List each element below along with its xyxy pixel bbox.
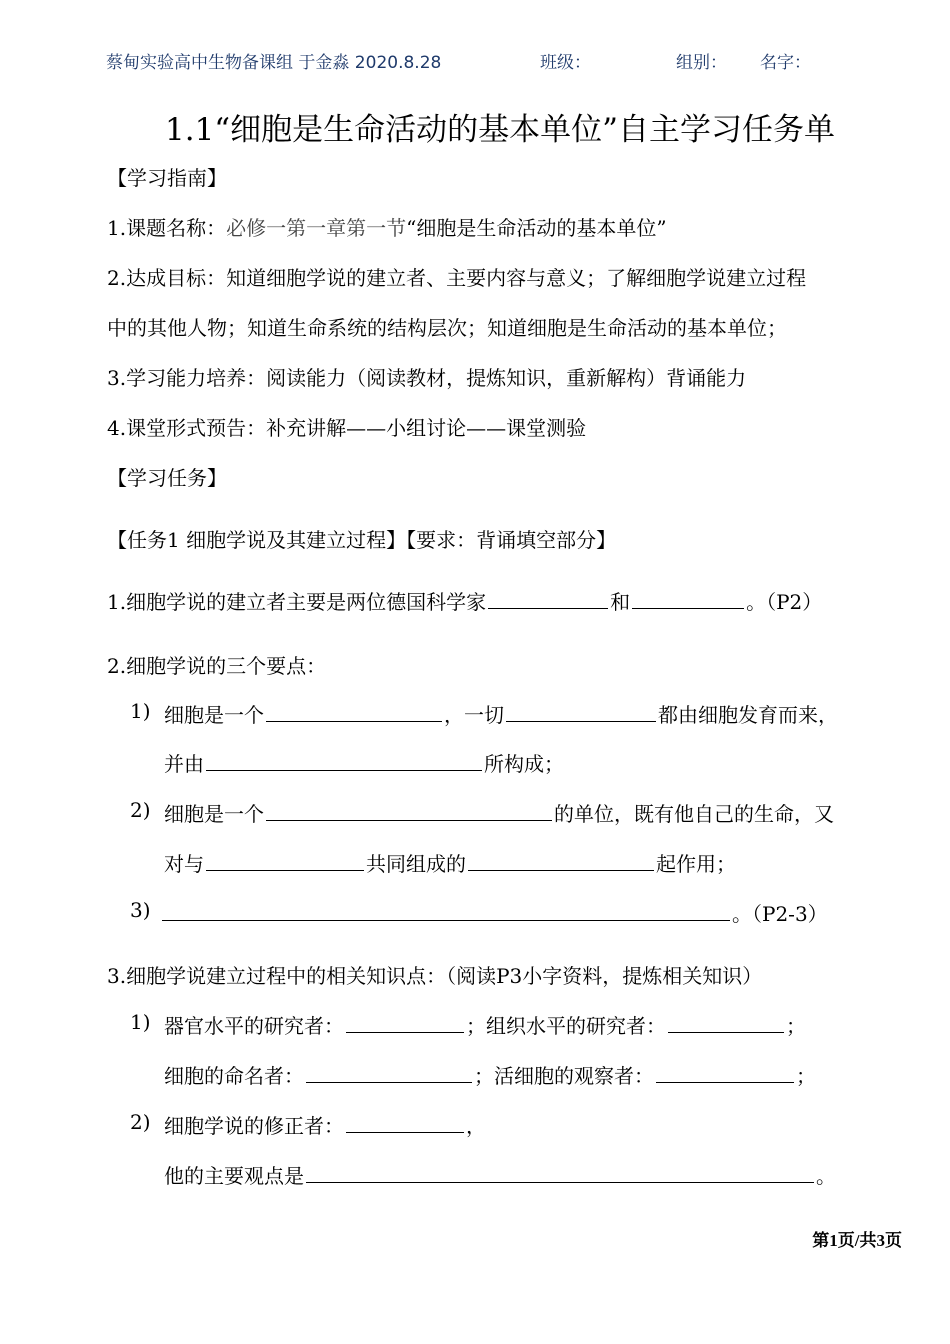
q1-and: 和 (610, 590, 631, 614)
q2-p2-c: 对与 (164, 852, 204, 876)
q3-comma: ， (466, 1114, 486, 1138)
q3-view-label: 他的主要观点是 (164, 1164, 304, 1188)
q2-p3-end: 。（P2-3） (732, 902, 828, 926)
q2-p1-c: 都由细胞发育而来， (658, 703, 838, 727)
q2-p2-blank-2[interactable] (206, 852, 364, 871)
q2-point-2-line-2 (164, 848, 736, 877)
q3-end: 。 (816, 1164, 836, 1188)
q3-tissue-label: ；组织水平的研究者： (466, 1014, 666, 1038)
q2-p2-a: 细胞是一个 (164, 802, 264, 826)
header-name-label: 名字： (760, 53, 811, 73)
header-school: 蔡甸实验高中生物备课组 于金淼 2020.8.28 (106, 53, 442, 73)
guide-item-1 (107, 212, 667, 241)
q2-p1-e: 所构成； (484, 752, 564, 776)
q2-point-2-line-1 (164, 798, 834, 827)
guide-item-2a: 2.达成目标：知道细胞学说的建立者、主要内容与意义；了解细胞学说建立过程 (107, 266, 807, 290)
q3-observer-label: ；活细胞的观察者： (474, 1064, 654, 1088)
q2-p1-a: 细胞是一个 (164, 703, 264, 727)
guide-item-1-quote: “细胞是生命活动的基本单位” (406, 216, 667, 240)
q3-point-1-line-2 (164, 1060, 816, 1089)
q3-tissue-blank[interactable] (668, 1014, 784, 1033)
page-number: 第1页/共3页 (812, 1231, 902, 1250)
q2-point-3-num: 3) (130, 898, 151, 922)
q2-point-1-line-2 (164, 748, 564, 777)
q2-p2-d: 共同组成的 (366, 852, 466, 876)
q3-point-1-num: 1) (130, 1010, 151, 1034)
guide-item-3: 3.学习能力培养：阅读能力（阅读教材，提炼知识，重新解构）背诵能力 (107, 366, 747, 390)
q2-point-1-num: 1) (130, 699, 151, 723)
q3-observer-blank[interactable] (656, 1064, 794, 1083)
guide-item-1-value: 必修一第一章第一节 (226, 216, 407, 240)
q2-p1-blank-1[interactable] (266, 703, 442, 722)
q2-p1-d: 并由 (164, 752, 204, 776)
q3-organ-label: 器官水平的研究者： (164, 1014, 344, 1038)
q3-semi-1: ； (786, 1014, 806, 1038)
q2-p2-b: 的单位，既有他自己的生命，又 (554, 802, 834, 826)
page-title: 1.1“细胞是生命活动的基本单位”自主学习任务单 (165, 112, 835, 148)
q3-reviser-label: 细胞学说的修正者： (164, 1114, 344, 1138)
guide-item-1-label: 1.课题名称： (107, 216, 227, 240)
guide-item-2b: 中的其他人物；知道生命系统的结构层次；知道细胞是生命活动的基本单位； (107, 316, 787, 340)
q3-organ-blank[interactable] (346, 1014, 464, 1033)
task1-heading: 【任务1 细胞学说及其建立过程】【要求：背诵填空部分】 (107, 528, 617, 552)
guide-item-4: 4.课堂形式预告：补充讲解——小组讨论——课堂测验 (107, 416, 587, 440)
question-3: 3.细胞学说建立过程中的相关知识点：（阅读P3小字资料，提炼相关知识） (107, 964, 763, 988)
header-class-label: 班级： (540, 53, 591, 73)
q2-point-3-line (160, 898, 828, 927)
q1-blank-2[interactable] (632, 590, 744, 609)
q1-end: 。（P2） (746, 590, 823, 614)
guide-heading: 【学习指南】 (107, 166, 227, 190)
q3-point-2-line-1 (164, 1110, 486, 1139)
header-group-label: 组别： (676, 53, 727, 73)
q3-namer-blank[interactable] (306, 1064, 472, 1083)
q2-p2-e: 起作用； (656, 852, 736, 876)
question-1 (107, 586, 822, 615)
q3-namer-label: 细胞的命名者： (164, 1064, 304, 1088)
tasks-heading: 【学习任务】 (107, 466, 227, 490)
q1-blank-1[interactable] (488, 590, 608, 609)
q2-p2-blank-3[interactable] (468, 852, 654, 871)
q3-reviser-blank[interactable] (346, 1114, 464, 1133)
question-2: 2.细胞学说的三个要点： (107, 654, 327, 678)
q3-semi-2: ； (796, 1064, 816, 1088)
q2-p3-blank[interactable] (162, 902, 730, 921)
q2-p1-blank-3[interactable] (206, 752, 482, 771)
q2-p1-blank-2[interactable] (506, 703, 656, 722)
q3-view-blank[interactable] (306, 1164, 814, 1183)
q3-point-1-line-1 (164, 1010, 806, 1039)
q3-point-2-line-2 (164, 1160, 836, 1189)
q2-p1-b: ，一切 (444, 703, 504, 727)
q2-point-1-line-1 (164, 699, 838, 728)
q2-p2-blank-1[interactable] (266, 802, 552, 821)
q2-point-2-num: 2) (130, 798, 151, 822)
q3-point-2-num: 2) (130, 1110, 151, 1134)
q1-text: 1.细胞学说的建立者主要是两位德国科学家 (107, 590, 487, 614)
